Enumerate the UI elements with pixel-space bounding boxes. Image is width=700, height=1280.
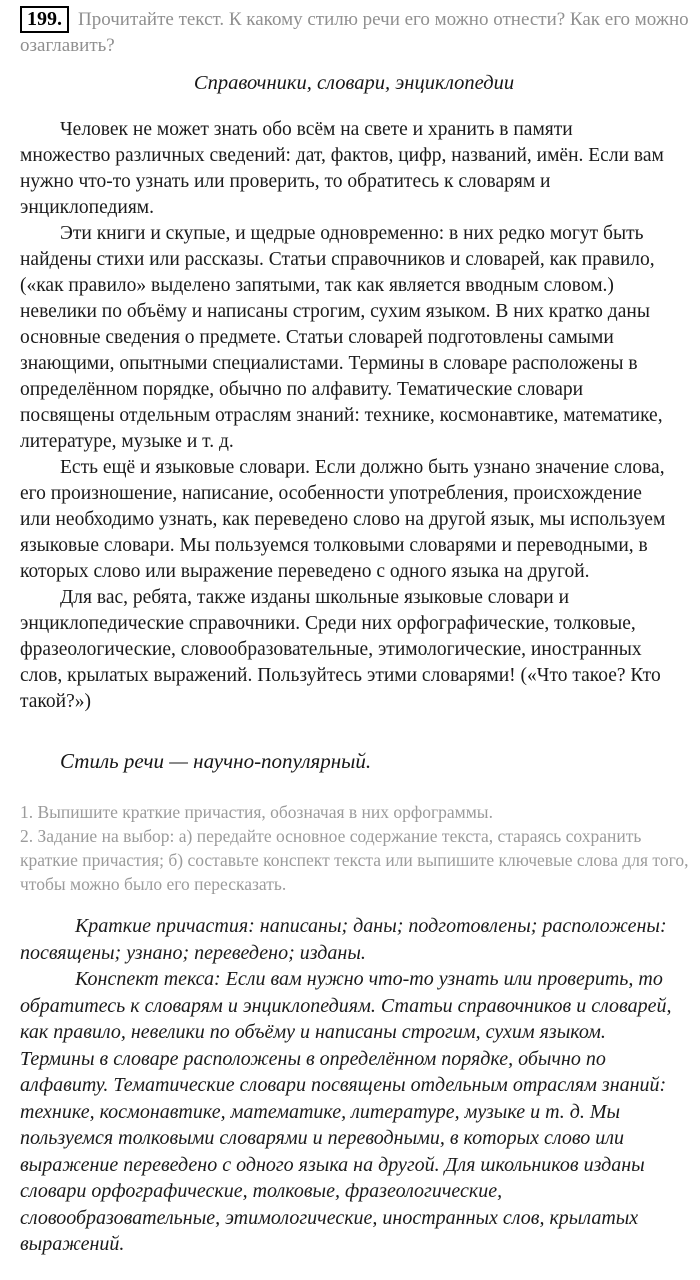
text-line: посвящены отдельным отраслям знаний: технике, космонавтике, математике, (20, 405, 663, 426)
paragraph (20, 966, 688, 1258)
text-line: краткие причастия; б) составьте конспект текста или выпишите ключевые слова для того, (20, 850, 689, 870)
text-line: обратитесь к словарям и энциклопедиям. Статьи справочников и словарей, (20, 994, 672, 1017)
exercise-instruction-line2: озаглавить? (20, 35, 115, 56)
text-line: найдены стихи или рассказы. Статьи справочников и словарей, как правило, (20, 249, 655, 270)
text-line: слов, крылатых выражений. Пользуйтесь этими словарями! («Что такое? Кто (20, 665, 661, 686)
speech-style-answer: Стиль речи — научно-популярный. (60, 749, 372, 773)
text-line: словари орфографические, толковые, фразеологические, (20, 1180, 503, 1202)
text-line: которых слово или выражение переведено с одного языка на другой. (20, 561, 590, 582)
paragraph (20, 585, 688, 715)
text-line: 1. Выпишите краткие причастия, обозначая в них орфограммы. (20, 802, 493, 822)
answer-text (20, 913, 688, 1258)
text-line: посвящены; узнано; переведено; изданы. (20, 941, 366, 964)
text-line: выражений. (20, 1233, 125, 1255)
text-line: чтобы можно было его пересказать. (20, 874, 287, 894)
text-line: множество различных сведений: дат, фактов, цифр, названий, имён. Если вам (20, 145, 664, 166)
paragraph (20, 455, 688, 585)
text-line: Эти книги и скупые, и щедрые одновременно: в них редко могут быть (60, 223, 644, 244)
text-line: Термины в словаре расположены в определённом порядке, обычно по (20, 1047, 606, 1070)
text-line: или необходимо узнать, как переведено слово на другой язык, мы используем (20, 509, 666, 530)
text-line: нужно что-то узнать или проверить, то обратитесь к словарям и (20, 171, 551, 192)
text-line: Человек не может знать обо всём на свете и хранить в памяти (60, 119, 573, 140)
text-line: энциклопедические справочники. Среди них орфографические, толковые, (20, 613, 636, 634)
text-line: Есть ещё и языковые словари. Если должно быть узнано значение слова, (60, 457, 665, 478)
text-line: технике, космонавтике, математике, литературе, музыке и т. д. Мы (20, 1100, 621, 1123)
exercise-instruction-line1: Прочитайте текст. К какому стилю речи его можно отнести? Как его можно (78, 9, 689, 30)
text-line: словообразовательные, этимологические, иностранных слов, крылатых (20, 1206, 639, 1229)
text-line: Конспект текса: Если вам нужно что-то узнать или проверить, то (75, 968, 663, 990)
text-line: литературе, музыке и т. д. (20, 431, 234, 452)
text-line: Краткие причастия: написаны; даны; подготовлены; расположены: (75, 915, 667, 937)
exercise-header-line1 (20, 9, 689, 30)
text-line: алфавиту. Тематические словари посвящены отдельным отраслям знаний: (20, 1074, 667, 1096)
text-line: языковые словари. Мы пользуемся толковыми словарями и переводными, в (20, 535, 648, 556)
paragraph (20, 117, 688, 221)
text-title: Справочники, словари, энциклопедии (193, 72, 515, 94)
exercise-number-badge: 199. (20, 6, 69, 33)
task-list (20, 800, 688, 896)
text-line: 2. Задание на выбор: а) передайте основное содержание текста, стараясь сохранить (20, 826, 642, 846)
text-line: пользуемся толковыми словарями и переводными, в которых слово или (20, 1127, 624, 1149)
paragraph (20, 913, 688, 966)
text-line: Для вас, ребята, также изданы школьные языковые словари и (60, 587, 570, 608)
text-line: определённом порядке, обычно по алфавиту. Тематические словари (20, 379, 584, 400)
text-line: такой?») (20, 691, 91, 712)
exercise-header (20, 6, 688, 58)
text-line: невелики по объёму и написаны строгим, сухим языком. В них кратко даны (20, 301, 650, 322)
text-line: его произношение, написание, особенности употребления, происхождение (20, 483, 642, 504)
text-line: как правило, невелики по объёму и написаны строгим, сухим языком. (20, 1021, 606, 1043)
paragraph (20, 221, 688, 455)
text-line: основные сведения о предмете. Статьи словарей подготовлены самыми (20, 327, 614, 348)
text-line: энциклопедиям. (20, 197, 155, 218)
text-line: фразеологические, словообразовательные, этимологические, иностранных (20, 639, 642, 660)
text-line: («как правило» выделено запятыми, так как является вводным словом.) (20, 275, 614, 296)
body-text (20, 117, 688, 715)
text-line: выражение переведено с одного языка на другой. Для школьников изданы (20, 1153, 645, 1176)
text-line: знающими, опытными специалистами. Термины в словаре расположены в (20, 353, 638, 374)
